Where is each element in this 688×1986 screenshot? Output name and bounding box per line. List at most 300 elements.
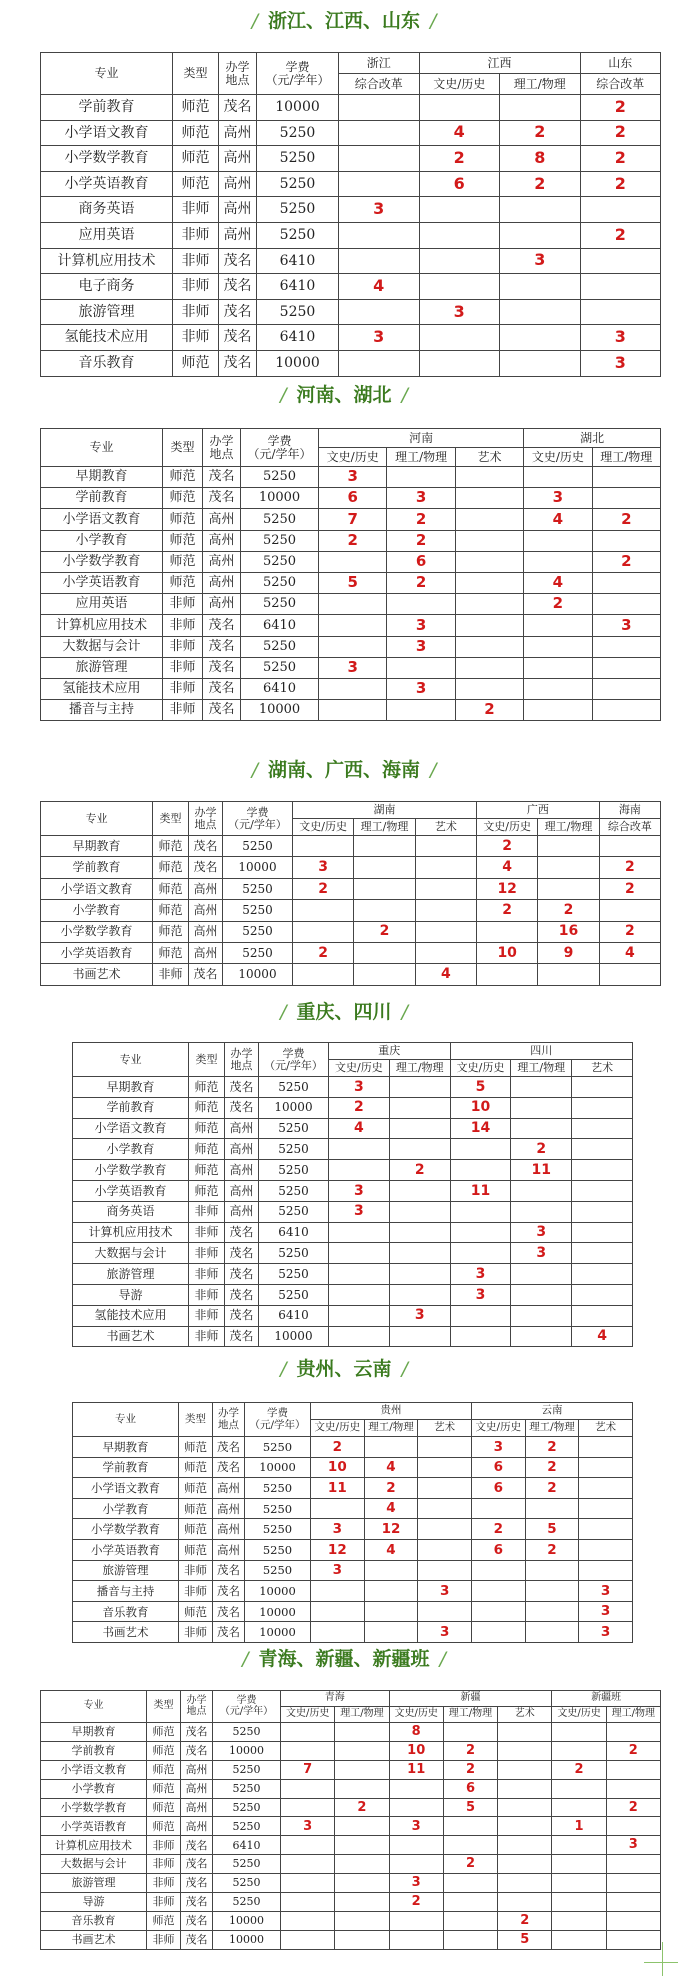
location-cell: 茂名 — [181, 1911, 213, 1930]
quota-cell — [415, 942, 476, 963]
location-cell: 高州 — [203, 551, 241, 572]
type-cell: 师范 — [189, 1118, 225, 1139]
quota-cell — [524, 615, 592, 636]
table-row — [41, 530, 661, 551]
quota-cell: 2 — [538, 900, 599, 921]
fee-cell: 10000 — [223, 964, 293, 985]
location-cell: 高州 — [213, 1519, 245, 1540]
location-cell: 高州 — [219, 222, 257, 248]
location-cell: 茂名 — [213, 1457, 245, 1478]
fee-cell: 5250 — [213, 1855, 281, 1874]
quota-cell — [354, 942, 415, 963]
location-cell: 高州 — [219, 146, 257, 172]
major-cell: 小学教育 — [41, 1779, 147, 1798]
province-header: 新疆班 — [552, 1691, 661, 1707]
major-cell: 学前教育 — [41, 1741, 147, 1760]
province-header: 浙江 — [339, 53, 420, 74]
fee-cell: 5250 — [257, 171, 339, 197]
quota-cell — [606, 1723, 660, 1742]
type-cell: 师范 — [179, 1498, 213, 1519]
table-row — [41, 1911, 661, 1930]
header-major: 专业 — [41, 802, 153, 836]
fee-cell: 10000 — [259, 1326, 329, 1347]
quota-cell: 10 — [389, 1741, 443, 1760]
major-cell: 早期教育 — [73, 1437, 179, 1458]
major-cell: 计算机应用技术 — [41, 248, 173, 274]
province-header: 青海 — [281, 1691, 390, 1707]
quota-cell — [339, 120, 420, 146]
quota-cell — [511, 1118, 572, 1139]
fee-cell: 5250 — [223, 836, 293, 857]
quota-cell — [572, 1201, 633, 1222]
quota-cell: 6 — [471, 1539, 525, 1560]
major-cell: 小学英语教育 — [73, 1180, 189, 1201]
header-type: 类型 — [173, 53, 219, 95]
quota-cell — [471, 1622, 525, 1643]
quota-cell: 2 — [580, 171, 661, 197]
header-fee: 学费 （元/学年） — [241, 429, 319, 467]
table-row — [41, 1874, 661, 1893]
type-cell: 非师 — [147, 1874, 181, 1893]
fee-cell: 5250 — [213, 1893, 281, 1912]
fee-cell: 5250 — [223, 921, 293, 942]
quota-cell: 2 — [606, 1741, 660, 1760]
quota-cell: 3 — [387, 488, 455, 509]
subject-header: 理工/物理 — [387, 448, 455, 467]
quota-cell — [415, 878, 476, 899]
title-slash-right: / — [439, 1648, 446, 1670]
quota-cell: 3 — [511, 1243, 572, 1264]
quota-cell: 9 — [538, 942, 599, 963]
quota-cell: 5 — [443, 1798, 497, 1817]
location-cell: 高州 — [203, 572, 241, 593]
quota-cell — [339, 95, 420, 121]
quota-cell — [572, 1118, 633, 1139]
major-cell: 早期教育 — [73, 1077, 189, 1098]
quota-cell — [389, 1097, 450, 1118]
major-cell: 旅游管理 — [41, 657, 163, 678]
quota-cell — [389, 1222, 450, 1243]
table-row — [73, 1326, 633, 1347]
title-slash-right: / — [401, 1358, 408, 1380]
type-cell: 非师 — [173, 325, 219, 351]
quota-cell: 16 — [538, 921, 599, 942]
major-cell: 早期教育 — [41, 1723, 147, 1742]
subject-header: 理工/物理 — [525, 1420, 579, 1437]
fee-cell: 5250 — [241, 594, 319, 615]
quota-cell — [606, 1817, 660, 1836]
quota-cell — [498, 1874, 552, 1893]
quota-cell: 3 — [450, 1264, 511, 1285]
province-header: 山东 — [580, 53, 661, 74]
fee-cell: 6410 — [259, 1222, 329, 1243]
major-cell: 音乐教育 — [41, 350, 173, 376]
table-row — [41, 222, 661, 248]
quota-cell — [419, 350, 500, 376]
header-type: 类型 — [189, 1043, 225, 1077]
quota-cell: 4 — [339, 274, 420, 300]
major-cell: 小学英语教育 — [41, 171, 173, 197]
major-cell: 学前教育 — [73, 1097, 189, 1118]
quota-cell — [572, 1222, 633, 1243]
quota-cell — [389, 1284, 450, 1305]
fee-cell: 10000 — [241, 488, 319, 509]
location-cell: 茂名 — [225, 1284, 259, 1305]
quota-cell — [335, 1779, 389, 1798]
location-cell: 茂名 — [225, 1222, 259, 1243]
quota-cell: 2 — [335, 1798, 389, 1817]
quota-cell — [387, 594, 455, 615]
header-location: 办学 地点 — [225, 1043, 259, 1077]
quota-cell — [419, 95, 500, 121]
quota-cell — [455, 530, 523, 551]
province-header: 云南 — [471, 1403, 632, 1420]
quota-cell: 2 — [364, 1478, 418, 1499]
quota-cell: 3 — [418, 1622, 472, 1643]
quota-cell — [311, 1581, 365, 1602]
quota-cell: 4 — [524, 572, 592, 593]
fee-cell: 10000 — [213, 1930, 281, 1949]
province-header: 广西 — [477, 802, 600, 819]
quota-cell: 2 — [477, 836, 538, 857]
quota-cell: 4 — [419, 120, 500, 146]
table-row — [41, 636, 661, 657]
quota-cell: 12 — [477, 878, 538, 899]
quota-cell: 3 — [419, 299, 500, 325]
type-cell: 师范 — [163, 530, 203, 551]
table-row — [41, 1798, 661, 1817]
major-cell: 书画艺术 — [73, 1326, 189, 1347]
type-cell: 师范 — [163, 572, 203, 593]
subject-header: 文史/历史 — [293, 819, 354, 836]
major-cell: 氢能技术应用 — [41, 678, 163, 699]
quota-cell — [592, 572, 660, 593]
subject-header: 文史/历史 — [419, 74, 500, 95]
quota-cell: 2 — [477, 900, 538, 921]
header-fee: 学费 （元/学年） — [223, 802, 293, 836]
quota-cell: 11 — [389, 1760, 443, 1779]
quota-cell — [599, 964, 660, 985]
type-cell: 师范 — [153, 836, 189, 857]
quota-cell — [498, 1779, 552, 1798]
type-cell: 非师 — [189, 1243, 225, 1264]
type-cell: 非师 — [189, 1326, 225, 1347]
quota-cell — [354, 900, 415, 921]
admission-table — [40, 801, 661, 986]
quota-cell — [572, 1284, 633, 1305]
title-slash-left: / — [280, 1358, 287, 1380]
quota-cell: 4 — [599, 942, 660, 963]
fee-cell: 5250 — [259, 1264, 329, 1285]
quota-cell — [335, 1893, 389, 1912]
quota-cell — [450, 1326, 511, 1347]
quota-cell: 3 — [592, 615, 660, 636]
table-row — [73, 1581, 633, 1602]
quota-cell — [443, 1930, 497, 1949]
quota-cell — [455, 467, 523, 488]
quota-cell: 6 — [443, 1779, 497, 1798]
fee-cell: 5250 — [213, 1779, 281, 1798]
corner-mark — [644, 1942, 678, 1976]
quota-cell — [389, 1077, 450, 1098]
quota-cell: 3 — [319, 657, 387, 678]
quota-cell — [606, 1855, 660, 1874]
quota-cell — [329, 1305, 390, 1326]
quota-cell — [525, 1601, 579, 1622]
quota-cell: 2 — [525, 1437, 579, 1458]
fee-cell: 5250 — [257, 120, 339, 146]
quota-cell — [552, 1911, 606, 1930]
quota-cell: 3 — [579, 1581, 633, 1602]
quota-cell — [415, 900, 476, 921]
major-cell: 小学语文教育 — [41, 878, 153, 899]
quota-cell: 2 — [387, 509, 455, 530]
type-cell: 师范 — [179, 1519, 213, 1540]
major-cell: 音乐教育 — [41, 1911, 147, 1930]
location-cell: 茂名 — [213, 1601, 245, 1622]
quota-cell — [450, 1243, 511, 1264]
quota-cell — [311, 1601, 365, 1622]
quota-cell: 2 — [311, 1437, 365, 1458]
header-fee: 学费 （元/学年） — [259, 1043, 329, 1077]
quota-cell: 3 — [500, 248, 581, 274]
fee-cell: 5250 — [259, 1201, 329, 1222]
quota-cell: 2 — [498, 1911, 552, 1930]
table-row — [41, 836, 661, 857]
quota-cell — [389, 1264, 450, 1285]
major-cell: 旅游管理 — [73, 1560, 179, 1581]
quota-cell — [511, 1077, 572, 1098]
subject-header: 理工/物理 — [592, 448, 660, 467]
fee-cell: 5250 — [257, 197, 339, 223]
type-cell: 非师 — [147, 1855, 181, 1874]
quota-cell — [498, 1798, 552, 1817]
quota-cell — [524, 467, 592, 488]
quota-cell — [418, 1478, 472, 1499]
table-row — [41, 1779, 661, 1798]
fee-cell: 5250 — [223, 878, 293, 899]
quota-cell — [592, 530, 660, 551]
table-row — [41, 1741, 661, 1760]
quota-cell: 4 — [415, 964, 476, 985]
quota-cell: 7 — [319, 509, 387, 530]
province-header: 江西 — [419, 53, 580, 74]
quota-cell — [335, 1930, 389, 1949]
fee-cell: 10000 — [245, 1457, 311, 1478]
location-cell: 茂名 — [181, 1836, 213, 1855]
quota-cell — [443, 1817, 497, 1836]
quota-cell — [511, 1305, 572, 1326]
section-title — [0, 380, 688, 407]
subject-header: 理工/物理 — [606, 1707, 660, 1723]
quota-cell — [498, 1760, 552, 1779]
quota-cell — [580, 274, 661, 300]
type-cell: 非师 — [189, 1284, 225, 1305]
table-row — [73, 1180, 633, 1201]
fee-cell: 5250 — [241, 572, 319, 593]
table-row — [73, 1222, 633, 1243]
quota-cell: 3 — [329, 1077, 390, 1098]
quota-cell — [281, 1930, 335, 1949]
quota-cell: 2 — [606, 1798, 660, 1817]
location-cell: 茂名 — [181, 1874, 213, 1893]
location-cell: 茂名 — [219, 95, 257, 121]
location-cell: 茂名 — [203, 615, 241, 636]
quota-cell — [335, 1723, 389, 1742]
location-cell: 茂名 — [181, 1723, 213, 1742]
fee-cell: 5250 — [245, 1560, 311, 1581]
quota-cell: 3 — [389, 1817, 443, 1836]
table-row — [41, 171, 661, 197]
quota-cell — [525, 1498, 579, 1519]
quota-cell — [281, 1779, 335, 1798]
subject-header: 艺术 — [579, 1420, 633, 1437]
fee-cell: 10000 — [245, 1622, 311, 1643]
subject-header: 理工/物理 — [511, 1060, 572, 1077]
quota-cell — [419, 222, 500, 248]
location-cell: 高州 — [181, 1817, 213, 1836]
quota-cell — [471, 1560, 525, 1581]
quota-cell: 2 — [455, 700, 523, 721]
fee-cell: 5250 — [245, 1478, 311, 1499]
major-cell: 旅游管理 — [41, 299, 173, 325]
type-cell: 非师 — [189, 1305, 225, 1326]
quota-cell — [524, 530, 592, 551]
type-cell: 师范 — [173, 120, 219, 146]
quota-cell: 2 — [500, 120, 581, 146]
quota-cell — [538, 857, 599, 878]
quota-cell: 4 — [364, 1539, 418, 1560]
quota-cell: 2 — [443, 1855, 497, 1874]
admission-table — [40, 428, 661, 721]
header-location: 办学 地点 — [189, 802, 223, 836]
quota-cell: 2 — [599, 878, 660, 899]
quota-cell — [500, 325, 581, 351]
type-cell: 非师 — [163, 700, 203, 721]
quota-cell — [418, 1539, 472, 1560]
fee-cell: 5250 — [257, 222, 339, 248]
quota-cell — [281, 1855, 335, 1874]
quota-cell: 4 — [364, 1457, 418, 1478]
major-cell: 小学教育 — [41, 900, 153, 921]
quota-cell — [418, 1498, 472, 1519]
title-slash-left: / — [251, 759, 258, 781]
quota-cell — [498, 1817, 552, 1836]
quota-cell — [335, 1741, 389, 1760]
quota-cell — [311, 1498, 365, 1519]
table-row — [41, 274, 661, 300]
quota-cell — [592, 678, 660, 699]
table-row — [73, 1139, 633, 1160]
quota-cell — [455, 657, 523, 678]
quota-cell — [419, 248, 500, 274]
location-cell: 茂名 — [213, 1622, 245, 1643]
quota-cell — [498, 1893, 552, 1912]
major-cell: 导游 — [41, 1893, 147, 1912]
quota-cell: 10 — [311, 1457, 365, 1478]
quota-cell — [580, 197, 661, 223]
subject-header: 文史/历史 — [329, 1060, 390, 1077]
fee-cell: 5250 — [259, 1243, 329, 1264]
quota-cell: 3 — [281, 1817, 335, 1836]
table-row — [73, 1437, 633, 1458]
quota-cell: 5 — [319, 572, 387, 593]
quota-cell — [511, 1180, 572, 1201]
quota-cell: 3 — [329, 1201, 390, 1222]
quota-cell — [281, 1741, 335, 1760]
quota-cell — [580, 248, 661, 274]
fee-cell: 5250 — [259, 1139, 329, 1160]
quota-cell — [498, 1836, 552, 1855]
header-fee: 学费 （元/学年） — [213, 1691, 281, 1723]
subject-header: 理工/物理 — [538, 819, 599, 836]
province-header: 新疆 — [389, 1691, 552, 1707]
major-cell: 导游 — [73, 1284, 189, 1305]
fee-cell: 6410 — [259, 1305, 329, 1326]
location-cell: 高州 — [189, 942, 223, 963]
fee-cell: 5250 — [259, 1284, 329, 1305]
location-cell: 茂名 — [203, 657, 241, 678]
section-title-text: 湖南、广西、海南 — [262, 755, 426, 782]
quota-cell — [450, 1222, 511, 1243]
type-cell: 师范 — [147, 1760, 181, 1779]
subject-header: 文史/历史 — [389, 1707, 443, 1723]
fee-cell: 10000 — [245, 1601, 311, 1622]
table-row — [41, 594, 661, 615]
quota-cell — [538, 878, 599, 899]
section-title — [0, 6, 688, 33]
quota-cell — [500, 95, 581, 121]
quota-cell — [498, 1741, 552, 1760]
major-cell: 计算机应用技术 — [73, 1222, 189, 1243]
location-cell: 高州 — [181, 1798, 213, 1817]
province-header: 海南 — [599, 802, 660, 819]
quota-cell — [606, 1760, 660, 1779]
province-header: 四川 — [450, 1043, 632, 1060]
quota-cell — [579, 1560, 633, 1581]
quota-cell: 3 — [339, 325, 420, 351]
type-cell: 非师 — [163, 594, 203, 615]
province-header: 河南 — [319, 429, 524, 448]
major-cell: 氢能技术应用 — [41, 325, 173, 351]
location-cell: 茂名 — [219, 350, 257, 376]
subject-header: 文史/历史 — [524, 448, 592, 467]
type-cell: 师范 — [173, 95, 219, 121]
quota-cell — [511, 1201, 572, 1222]
quota-cell — [335, 1836, 389, 1855]
quota-cell: 3 — [293, 857, 354, 878]
quota-cell — [552, 1836, 606, 1855]
major-cell: 学前教育 — [41, 857, 153, 878]
quota-cell — [525, 1560, 579, 1581]
quota-cell — [389, 1855, 443, 1874]
quota-cell — [319, 636, 387, 657]
subject-header: 文史/历史 — [477, 819, 538, 836]
quota-cell — [606, 1893, 660, 1912]
fee-cell: 6410 — [241, 678, 319, 699]
major-cell: 大数据与会计 — [41, 636, 163, 657]
quota-cell: 3 — [511, 1222, 572, 1243]
quota-cell: 2 — [419, 146, 500, 172]
location-cell: 高州 — [213, 1478, 245, 1499]
quota-cell — [389, 1243, 450, 1264]
type-cell: 非师 — [163, 636, 203, 657]
title-slash-left: / — [242, 1648, 249, 1670]
type-cell: 非师 — [173, 274, 219, 300]
quota-cell — [415, 857, 476, 878]
table-row — [73, 1264, 633, 1285]
quota-cell — [572, 1077, 633, 1098]
